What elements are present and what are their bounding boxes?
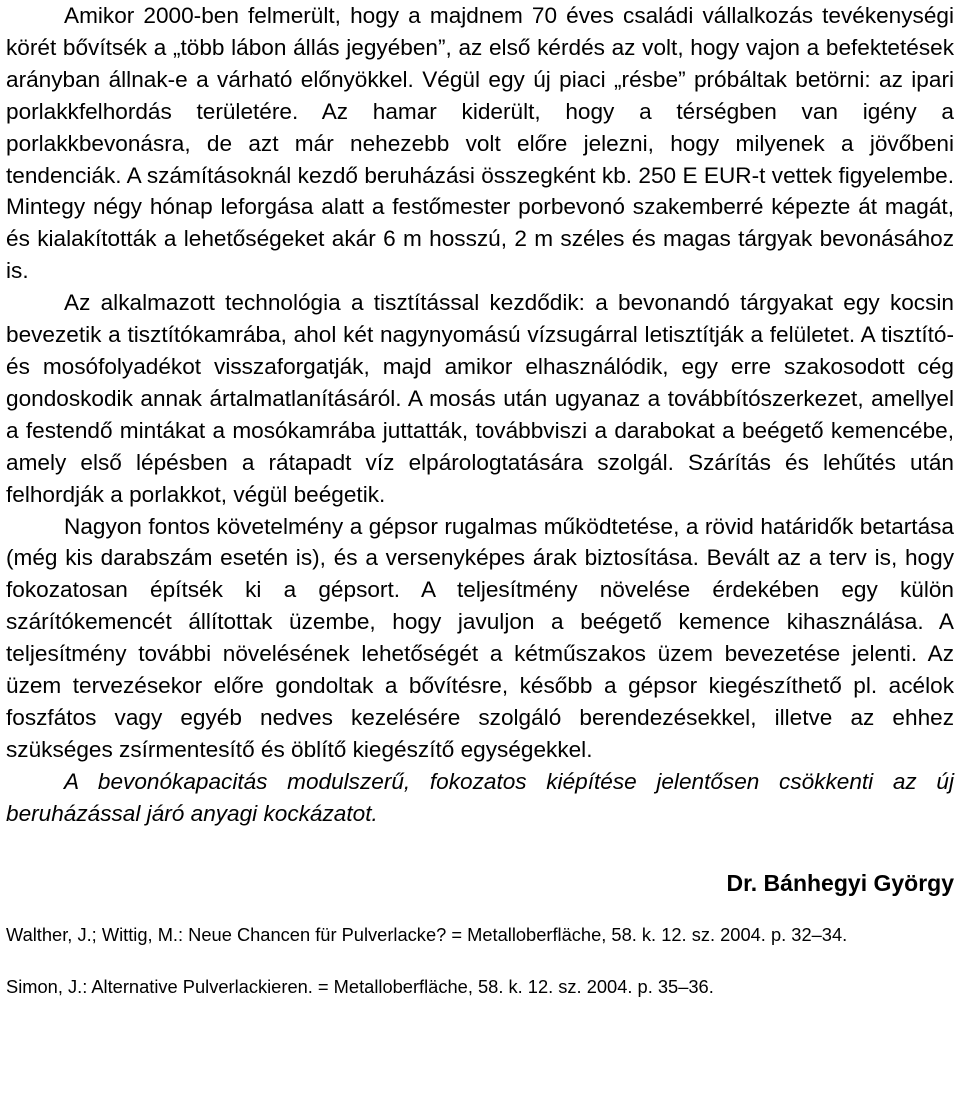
reference-item: Walther, J.; Wittig, M.: Neue Chancen für Pulverlacke? = Metalloberfläche, 58. k. 12. sz. 2004. p. 32–34. bbox=[6, 923, 848, 945]
body-paragraph-2: Az alkalmazott technológia a tisztítással kezdődik: a bevonandó tárgyakat egy kocsin bevezetik a tisztítókamrába, ahol két nagynyomású vízsugárral letisztítják a felületet. A tisztító- és mosófolyadékot visszaforgatják, majd amikor elhasználódik, egy erre szakosodott cég gondoskodik annak ártalmatlanításáról. A mosás után ugyanaz a továbbítószerkezet, amellyel a festendő mintákat a mosókamrába juttatták, továbbviszi a darabokat a beégető kemencébe, amely első lépésben a rátapadt víz elpárologtatására szolgál. Szárítás és lehűtés után felhordják a porlakkot, végül beégetik. bbox=[6, 290, 954, 507]
conclusion-paragraph: A bevonókapacitás modulszerű, fokozatos kiépítése jelentősen csökkenti az új beruházással járó anyagi kockázatot. bbox=[6, 768, 954, 826]
author-name: Dr. Bánhegyi György bbox=[726, 869, 954, 896]
reference-list bbox=[6, 921, 954, 1001]
body-paragraph-3: Nagyon fontos követelmény a gépsor rugalmas működtetése, a rövid határidők betartása (még kis darabszám esetén is), és a versenyképes árak biztosítása. Bevált az a terv is, hogy fokozatosan építsék ki a gépsort. A teljesítmény növelése érdekében egy külön szárítókemencét állítottak üzembe, hogy javuljon a beégető kemence kihasználása. A teljesítmény további növelésének lehetőségét a kétműszakos üzem bevezetése jelenti. Az üzem tervezésekor előre gondoltak a bővítésre, később a gépsor kiegészíthető pl. acélok foszfátos vagy egyéb nedves kezelésére szolgáló berendezésekkel, illetve az ehhez szükséges zsírmentesítő és öblítő kiegészítő egységekkel. bbox=[6, 513, 954, 762]
body-paragraph-1: Amikor 2000-ben felmerült, hogy a majdnem 70 éves családi vállalkozás tevékenységi körét bővítsék a „több lábon állás jegyében”, az első kérdés az volt, hogy vajon a befektetések arányban állnak-e a várható előnyökkel. Végül egy új piaci „résbe” próbáltak betörni: az ipari porlakkfelhordás területére. Az hamar kiderült, hogy a térségben van igény a porlakkbevonásra, de azt már nehezebb volt előre jelezni, hogy milyenek a jövőbeni tendenciák. A számításoknál kezdő beruházási összegként kb. 250 E EUR-t vettek figyelembe. Mintegy négy hónap leforgása alatt a festőmester porbevonó szakemberré képezte át magát, és kialakították a lehetőségeket akár 6 m hosszú, 2 m széles és magas tárgyak bevonásához is. bbox=[6, 3, 954, 284]
article-page bbox=[6, 0, 954, 1001]
reference-item: Simon, J.: Alternative Pulverlackieren. = Metalloberfläche, 58. k. 12. sz. 2004. p. 35–36. bbox=[6, 975, 714, 997]
